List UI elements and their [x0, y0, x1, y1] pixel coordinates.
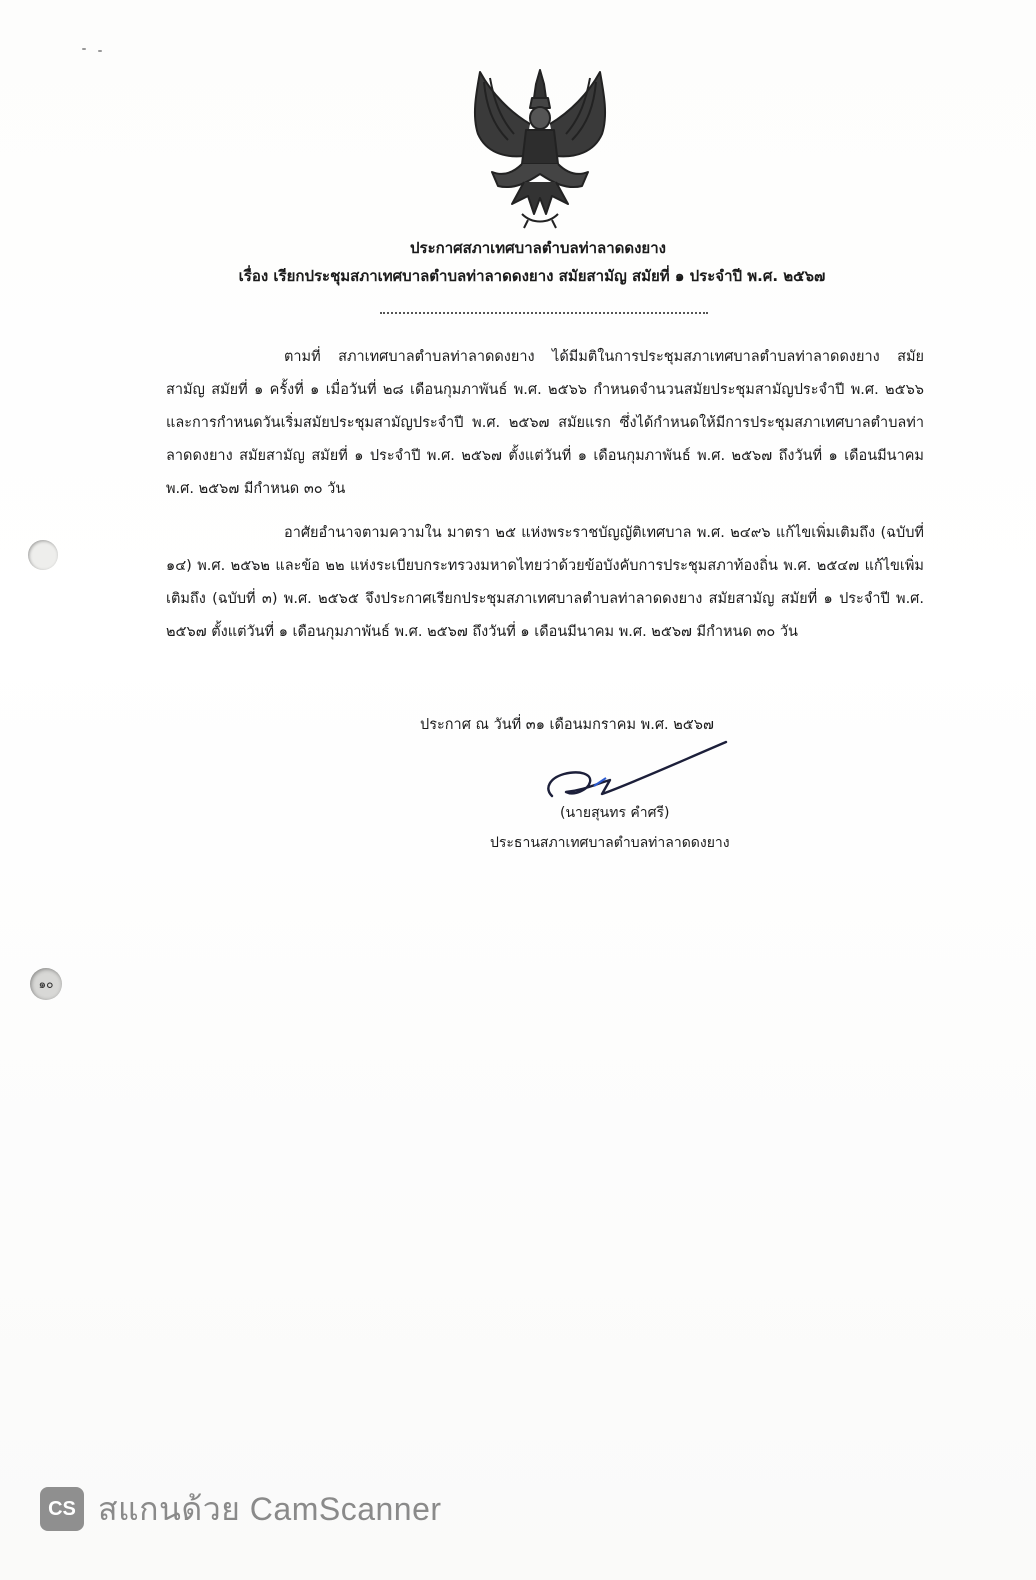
title-separator [380, 302, 708, 314]
punch-hole [28, 540, 58, 570]
page-number-stamp: ๑๐ [30, 968, 62, 1000]
handwritten-signature [540, 738, 730, 808]
body-paragraph-1: ตามที่ สภาเทศบาลตำบลท่าลาดดงยาง ได้มีมติในการประชุมสภาเทศบาลตำบลท่าลาดดงยาง สมัยสามัญ สมัยที่ ๑ ครั้งที่ ๑ เมื่อวันที่ ๒๘ เดือนกุมภาพันธ์ พ.ศ. ๒๕๖๖ กำหนดจำนวนสมัยประชุมสามัญประจำปี พ.ศ. ๒๕๖๖ และการกำหนดวันเริ่มสมัยประชุมสามัญประจำปี พ.ศ. ๒๕๖๗ สมัยแรก ซึ่งได้กำหนดให้มีการประชุมสภาเทศบาลตำบลท่าลาดดงยาง สมัยสามัญ สมัยที่ ๑ ประจำปี พ.ศ. ๒๕๖๗ ตั้งแต่วันที่ ๑ เดือนกุมภาพันธ์ พ.ศ. ๒๕๖๗ ถึงวันที่ ๑ เดือนมีนาคม พ.ศ. ๒๕๖๗ มีกำหนด ๓๐ วัน [166, 349, 924, 497]
paper-speck [82, 48, 86, 50]
signer-name: (นายสุนทร คำศรี) [560, 805, 670, 821]
garuda-emblem-icon [462, 64, 618, 232]
watermark-text: สแกนด้วย CamScanner [98, 1490, 442, 1527]
paper-speck [98, 50, 102, 52]
announcement-heading: ประกาศสภาเทศบาลตำบลท่าลาดดงยาง [410, 239, 666, 257]
camscanner-logo-icon: CS [40, 1487, 84, 1531]
signer-title: ประธานสภาเทศบาลตำบลท่าลาดดงยาง [490, 835, 730, 851]
camscanner-watermark [40, 1484, 442, 1534]
announcement-subject: เรื่อง เรียกประชุมสภาเทศบาลตำบลท่าลาดดงยาง สมัยสามัญ สมัยที่ ๑ ประจำปี พ.ศ. ๒๕๖๗ [238, 267, 826, 285]
announcement-date: ประกาศ ณ วันที่ ๓๑ เดือนมกราคม พ.ศ. ๒๕๖๗ [420, 717, 714, 733]
body-paragraph-2: อาศัยอำนาจตามความใน มาตรา ๒๕ แห่งพระราชบัญญัติเทศบาล พ.ศ. ๒๔๙๖ แก้ไขเพิ่มเติมถึง (ฉบับที่ ๑๔) พ.ศ. ๒๕๖๒ และข้อ ๒๒ แห่งระเบียบกระทรวงมหาดไทยว่าด้วยข้อบังคับการประชุมสภาท้องถิ่น พ.ศ. ๒๕๔๗ แก้ไขเพิ่มเติมถึง (ฉบับที่ ๓) พ.ศ. ๒๕๖๕ จึงประกาศเรียกประชุมสภาเทศบาลตำบลท่าลาดดงยาง สมัยสามัญ สมัยที่ ๑ ประจำปี พ.ศ. ๒๕๖๗ ตั้งแต่วันที่ ๑ เดือนกุมภาพันธ์ พ.ศ. ๒๕๖๗ ถึงวันที่ ๑ เดือนมีนาคม พ.ศ. ๒๕๖๗ มีกำหนด ๓๐ วัน [166, 525, 924, 640]
